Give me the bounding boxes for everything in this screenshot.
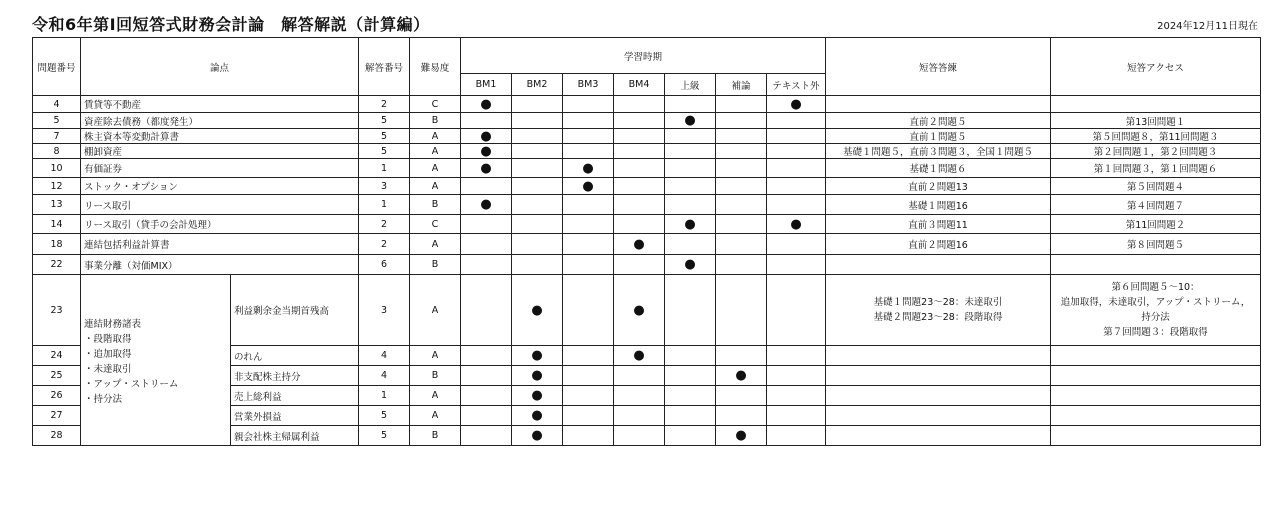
cell-no: 18 bbox=[33, 234, 81, 255]
cell-difficulty: A bbox=[410, 178, 461, 195]
cell-difficulty: B bbox=[410, 366, 461, 386]
period-cell bbox=[716, 346, 767, 366]
cell-drill: 直前２問題16 bbox=[826, 234, 1051, 255]
cell-answer: 1 bbox=[359, 159, 410, 178]
table-row bbox=[33, 234, 1261, 255]
as-of-date: 2024年12月11日現在 bbox=[1157, 21, 1258, 32]
cell-difficulty: C bbox=[410, 96, 461, 113]
period-cell bbox=[512, 234, 563, 255]
cell-answer: 5 bbox=[359, 129, 410, 144]
period-cell bbox=[614, 113, 665, 129]
dot-marker: ● bbox=[531, 368, 543, 383]
period-cell bbox=[767, 144, 826, 159]
cell-access: 第５回問題４ bbox=[1051, 178, 1261, 195]
dot-marker: ● bbox=[480, 160, 492, 176]
period-cell bbox=[767, 386, 826, 406]
period-cell bbox=[512, 178, 563, 195]
period-cell bbox=[512, 346, 563, 366]
period-cell bbox=[614, 426, 665, 446]
header-access: 短答アクセス bbox=[1051, 38, 1261, 96]
cell-access bbox=[1051, 96, 1261, 113]
period-cell bbox=[716, 195, 767, 215]
cell-subtopic: 非支配株主持分 bbox=[231, 366, 359, 386]
table-row bbox=[33, 129, 1261, 144]
cell-difficulty: B bbox=[410, 195, 461, 215]
cell-drill bbox=[826, 255, 1051, 275]
table-row bbox=[33, 178, 1261, 195]
dot-marker: ● bbox=[735, 368, 747, 383]
cell-drill: 直前３問題11 bbox=[826, 215, 1051, 234]
cell-access bbox=[1051, 255, 1261, 275]
table-row bbox=[33, 113, 1261, 129]
dot-marker: ● bbox=[582, 178, 594, 194]
period-cell bbox=[614, 346, 665, 366]
cell-topic: 事業分離（対価MIX） bbox=[81, 255, 359, 275]
period-cell bbox=[614, 366, 665, 386]
period-cell bbox=[614, 144, 665, 159]
period-cell bbox=[767, 366, 826, 386]
group-bullet: ・アップ・ストリーム bbox=[84, 379, 179, 390]
header-no: 問題番号 bbox=[33, 38, 81, 96]
period-cell bbox=[563, 346, 614, 366]
period-cell bbox=[512, 406, 563, 426]
cell-access: 第２回問題１，第２回問題３ bbox=[1051, 144, 1261, 159]
period-cell bbox=[614, 159, 665, 178]
period-cell bbox=[716, 366, 767, 386]
cell-no: 25 bbox=[33, 366, 81, 386]
cell-answer: 1 bbox=[359, 386, 410, 406]
cell-access: 第13回問題１ bbox=[1051, 113, 1261, 129]
table-row bbox=[33, 159, 1261, 178]
period-cell bbox=[716, 129, 767, 144]
cell-access bbox=[1051, 406, 1261, 426]
access-line: 第７回問題３：段階取得 bbox=[1103, 327, 1208, 338]
period-cell bbox=[665, 178, 716, 195]
period-cell bbox=[767, 275, 826, 346]
cell-answer: 3 bbox=[359, 275, 410, 346]
access-line: 第６回問題５〜10： bbox=[1111, 282, 1200, 293]
period-cell bbox=[716, 113, 767, 129]
dot-marker: ● bbox=[480, 143, 492, 159]
access-line: 持分法 bbox=[1141, 312, 1170, 323]
period-cell bbox=[767, 406, 826, 426]
period-cell bbox=[665, 406, 716, 426]
period-cell bbox=[767, 346, 826, 366]
group-bullet: ・未達取引 bbox=[84, 364, 132, 375]
period-cell bbox=[563, 234, 614, 255]
cell-difficulty: A bbox=[410, 406, 461, 426]
period-cell bbox=[461, 129, 512, 144]
cell-subtopic: 営業外損益 bbox=[231, 406, 359, 426]
group-topic bbox=[81, 275, 231, 446]
cell-difficulty: A bbox=[410, 346, 461, 366]
period-cell bbox=[512, 96, 563, 113]
cell-topic: 資産除去債務（都度発生） bbox=[81, 113, 359, 129]
period-cell bbox=[767, 113, 826, 129]
header-period-0: BM1 bbox=[461, 74, 512, 96]
period-cell bbox=[665, 195, 716, 215]
cell-access: 第11回問題２ bbox=[1051, 215, 1261, 234]
dot-marker: ● bbox=[480, 197, 492, 212]
period-cell bbox=[563, 178, 614, 195]
cell-topic: リース取引 bbox=[81, 195, 359, 215]
header-topic: 論点 bbox=[81, 38, 359, 96]
cell-topic: 株主資本等変動計算書 bbox=[81, 129, 359, 144]
cell-answer: 2 bbox=[359, 234, 410, 255]
period-cell bbox=[767, 96, 826, 113]
table-row bbox=[33, 144, 1261, 159]
dot-marker: ● bbox=[531, 428, 543, 443]
cell-drill bbox=[826, 366, 1051, 386]
cell-no: 14 bbox=[33, 215, 81, 234]
cell-access: 第８回問題５ bbox=[1051, 234, 1261, 255]
period-cell bbox=[665, 366, 716, 386]
cell-drill bbox=[826, 96, 1051, 113]
header-period-2: BM3 bbox=[563, 74, 614, 96]
dot-marker: ● bbox=[735, 428, 747, 443]
period-cell bbox=[665, 159, 716, 178]
period-cell bbox=[767, 255, 826, 275]
header-answer: 解答番号 bbox=[359, 38, 410, 96]
period-cell bbox=[461, 144, 512, 159]
period-cell bbox=[563, 96, 614, 113]
period-cell bbox=[614, 386, 665, 406]
page-title: 令和6年第Ⅰ回短答式財務会計論 解答解説（計算編） bbox=[32, 15, 430, 34]
cell-drill bbox=[826, 426, 1051, 446]
period-cell bbox=[614, 129, 665, 144]
dot-marker: ● bbox=[684, 113, 696, 128]
drill-line: 基礎２問題23〜28：段階取得 bbox=[873, 312, 1003, 323]
dot-marker: ● bbox=[790, 216, 802, 232]
cell-difficulty: B bbox=[410, 113, 461, 129]
cell-access bbox=[1051, 386, 1261, 406]
cell-no: 22 bbox=[33, 255, 81, 275]
cell-no: 7 bbox=[33, 129, 81, 144]
period-cell bbox=[716, 426, 767, 446]
cell-no: 24 bbox=[33, 346, 81, 366]
cell-no: 23 bbox=[33, 275, 81, 346]
period-cell bbox=[512, 144, 563, 159]
dot-marker: ● bbox=[531, 408, 543, 423]
cell-no: 4 bbox=[33, 96, 81, 113]
period-cell bbox=[716, 96, 767, 113]
cell-drill: 基礎１問題５，直前３問題３，全国１問題５ bbox=[826, 144, 1051, 159]
dot-marker: ● bbox=[633, 348, 645, 363]
cell-subtopic: のれん bbox=[231, 346, 359, 366]
cell-no: 8 bbox=[33, 144, 81, 159]
period-cell bbox=[512, 159, 563, 178]
table-row bbox=[33, 255, 1261, 275]
dot-marker: ● bbox=[480, 128, 492, 144]
cell-drill bbox=[826, 386, 1051, 406]
cell-answer: 2 bbox=[359, 96, 410, 113]
period-cell bbox=[614, 406, 665, 426]
period-cell bbox=[716, 159, 767, 178]
dot-marker: ● bbox=[480, 96, 492, 112]
period-cell bbox=[512, 366, 563, 386]
period-cell bbox=[512, 386, 563, 406]
dot-marker: ● bbox=[531, 388, 543, 403]
cell-no: 10 bbox=[33, 159, 81, 178]
period-cell bbox=[767, 129, 826, 144]
header-period: 学習時期 bbox=[461, 38, 826, 74]
period-cell bbox=[461, 113, 512, 129]
period-cell bbox=[716, 178, 767, 195]
period-cell bbox=[614, 178, 665, 195]
cell-no: 13 bbox=[33, 195, 81, 215]
period-cell bbox=[614, 215, 665, 234]
period-cell bbox=[512, 426, 563, 446]
header-period-6: テキスト外 bbox=[767, 74, 826, 96]
dot-marker: ● bbox=[790, 96, 802, 112]
cell-access bbox=[1051, 275, 1261, 346]
cell-drill bbox=[826, 275, 1051, 346]
dot-marker: ● bbox=[633, 302, 645, 318]
period-cell bbox=[461, 346, 512, 366]
header-drill: 短答答練 bbox=[826, 38, 1051, 96]
table-row bbox=[33, 195, 1261, 215]
cell-answer: 4 bbox=[359, 346, 410, 366]
period-cell bbox=[563, 113, 614, 129]
period-cell bbox=[512, 113, 563, 129]
cell-drill bbox=[826, 346, 1051, 366]
period-cell bbox=[665, 215, 716, 234]
period-cell bbox=[614, 255, 665, 275]
period-cell bbox=[665, 426, 716, 446]
period-cell bbox=[563, 195, 614, 215]
cell-drill: 直前２問題５ bbox=[826, 113, 1051, 129]
cell-drill bbox=[826, 406, 1051, 426]
period-cell bbox=[716, 275, 767, 346]
period-cell bbox=[461, 255, 512, 275]
period-cell bbox=[563, 129, 614, 144]
period-cell bbox=[563, 159, 614, 178]
drill-line: 基礎１問題23〜28：未達取引 bbox=[873, 297, 1003, 308]
dot-marker: ● bbox=[684, 216, 696, 232]
header-period-4: 上級 bbox=[665, 74, 716, 96]
period-cell bbox=[767, 234, 826, 255]
cell-access bbox=[1051, 366, 1261, 386]
access-line: 追加取得，未達取引，アップ・ストリーム， bbox=[1060, 297, 1251, 308]
period-cell bbox=[665, 96, 716, 113]
cell-difficulty: A bbox=[410, 159, 461, 178]
answer-table bbox=[32, 37, 1261, 446]
group-bullet: ・持分法 bbox=[84, 394, 123, 405]
table-row bbox=[33, 275, 1261, 346]
cell-no: 26 bbox=[33, 386, 81, 406]
cell-answer: 5 bbox=[359, 406, 410, 426]
period-cell bbox=[461, 426, 512, 446]
period-cell bbox=[512, 195, 563, 215]
period-cell bbox=[461, 159, 512, 178]
cell-subtopic: 売上総利益 bbox=[231, 386, 359, 406]
period-cell bbox=[563, 275, 614, 346]
group-title: 連結財務諸表 bbox=[84, 319, 142, 330]
period-cell bbox=[614, 96, 665, 113]
period-cell bbox=[461, 215, 512, 234]
cell-difficulty: B bbox=[410, 255, 461, 275]
cell-no: 28 bbox=[33, 426, 81, 446]
cell-difficulty: C bbox=[410, 215, 461, 234]
period-cell bbox=[767, 215, 826, 234]
period-cell bbox=[563, 406, 614, 426]
period-cell bbox=[563, 215, 614, 234]
period-cell bbox=[665, 275, 716, 346]
cell-answer: 5 bbox=[359, 144, 410, 159]
cell-access: 第４回問題７ bbox=[1051, 195, 1261, 215]
header-difficulty: 難易度 bbox=[410, 38, 461, 96]
cell-subtopic: 利益剰余金当期首残高 bbox=[231, 275, 359, 346]
table-row bbox=[33, 215, 1261, 234]
period-cell bbox=[461, 275, 512, 346]
period-cell bbox=[716, 386, 767, 406]
period-cell bbox=[563, 426, 614, 446]
cell-access: 第５回問題８，第11回問題３ bbox=[1051, 129, 1261, 144]
period-cell bbox=[716, 234, 767, 255]
period-cell bbox=[512, 275, 563, 346]
period-cell bbox=[563, 386, 614, 406]
cell-answer: 4 bbox=[359, 366, 410, 386]
period-cell bbox=[461, 234, 512, 255]
period-cell bbox=[461, 96, 512, 113]
cell-subtopic: 親会社株主帰属利益 bbox=[231, 426, 359, 446]
cell-drill: 基礎１問題６ bbox=[826, 159, 1051, 178]
cell-difficulty: A bbox=[410, 275, 461, 346]
header-period-3: BM4 bbox=[614, 74, 665, 96]
period-cell bbox=[563, 366, 614, 386]
period-cell bbox=[461, 195, 512, 215]
cell-difficulty: A bbox=[410, 129, 461, 144]
cell-topic: 賃貸等不動産 bbox=[81, 96, 359, 113]
period-cell bbox=[512, 129, 563, 144]
period-cell bbox=[461, 178, 512, 195]
period-cell bbox=[665, 386, 716, 406]
dot-marker: ● bbox=[531, 302, 543, 318]
cell-answer: 5 bbox=[359, 113, 410, 129]
dot-marker: ● bbox=[582, 160, 594, 176]
period-cell bbox=[716, 215, 767, 234]
cell-drill: 直前２問題13 bbox=[826, 178, 1051, 195]
period-cell bbox=[665, 234, 716, 255]
period-cell bbox=[614, 234, 665, 255]
cell-difficulty: B bbox=[410, 426, 461, 446]
cell-difficulty: A bbox=[410, 234, 461, 255]
cell-topic: リース取引（貸手の会計処理） bbox=[81, 215, 359, 234]
cell-topic: 有価証券 bbox=[81, 159, 359, 178]
period-cell bbox=[461, 386, 512, 406]
table-row bbox=[33, 96, 1261, 113]
cell-answer: 6 bbox=[359, 255, 410, 275]
cell-answer: 1 bbox=[359, 195, 410, 215]
cell-answer: 2 bbox=[359, 215, 410, 234]
period-cell bbox=[665, 255, 716, 275]
cell-topic: ストック・オプション bbox=[81, 178, 359, 195]
cell-topic: 棚卸資産 bbox=[81, 144, 359, 159]
period-cell bbox=[767, 178, 826, 195]
period-cell bbox=[767, 426, 826, 446]
cell-answer: 5 bbox=[359, 426, 410, 446]
cell-no: 27 bbox=[33, 406, 81, 426]
dot-marker: ● bbox=[531, 348, 543, 363]
period-cell bbox=[716, 144, 767, 159]
header-period-5: 補論 bbox=[716, 74, 767, 96]
period-cell bbox=[716, 255, 767, 275]
group-bullet: ・段階取得 bbox=[84, 334, 132, 345]
header-period-1: BM2 bbox=[512, 74, 563, 96]
cell-difficulty: A bbox=[410, 144, 461, 159]
period-cell bbox=[665, 113, 716, 129]
period-cell bbox=[461, 366, 512, 386]
cell-difficulty: A bbox=[410, 386, 461, 406]
period-cell bbox=[512, 255, 563, 275]
period-cell bbox=[665, 129, 716, 144]
period-cell bbox=[665, 144, 716, 159]
period-cell bbox=[614, 275, 665, 346]
dot-marker: ● bbox=[684, 257, 696, 272]
cell-drill: 直前１問題５ bbox=[826, 129, 1051, 144]
period-cell bbox=[665, 346, 716, 366]
cell-access bbox=[1051, 426, 1261, 446]
period-cell bbox=[716, 406, 767, 426]
cell-drill: 基礎１問題16 bbox=[826, 195, 1051, 215]
cell-access bbox=[1051, 346, 1261, 366]
group-bullet: ・追加取得 bbox=[84, 349, 132, 360]
period-cell bbox=[512, 215, 563, 234]
cell-no: 12 bbox=[33, 178, 81, 195]
period-cell bbox=[563, 255, 614, 275]
cell-access: 第１回問題３，第１回問題６ bbox=[1051, 159, 1261, 178]
period-cell bbox=[614, 195, 665, 215]
cell-no: 5 bbox=[33, 113, 81, 129]
period-cell bbox=[563, 144, 614, 159]
cell-topic: 連結包括利益計算書 bbox=[81, 234, 359, 255]
cell-answer: 3 bbox=[359, 178, 410, 195]
period-cell bbox=[461, 406, 512, 426]
dot-marker: ● bbox=[633, 236, 645, 252]
period-cell bbox=[767, 159, 826, 178]
period-cell bbox=[767, 195, 826, 215]
